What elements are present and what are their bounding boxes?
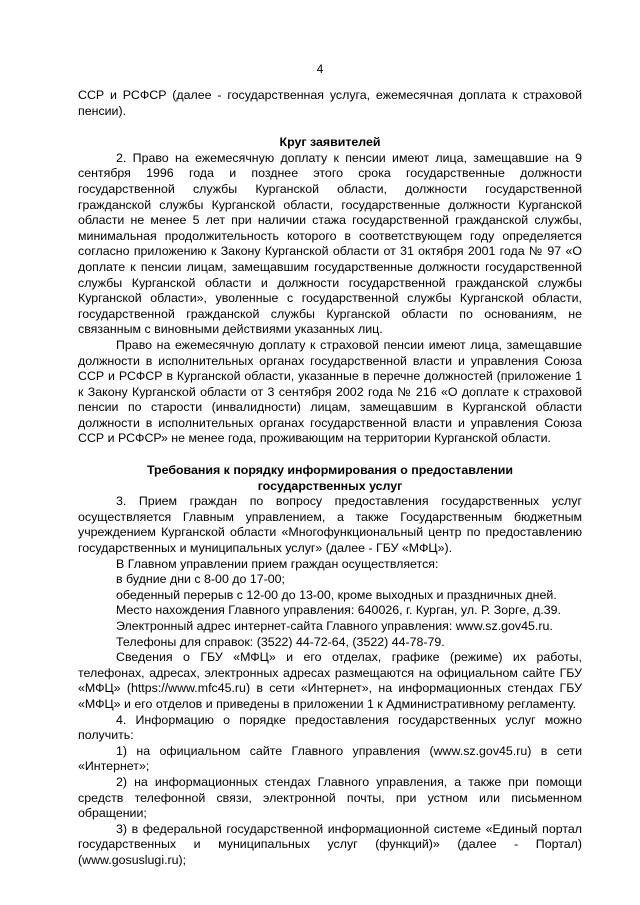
paragraph-phones: Телефоны для справок: (3522) 44-72-64, (3522) 44-78-79. bbox=[116, 634, 445, 649]
section-title-line-2: государственных услуг bbox=[257, 478, 403, 493]
list-item-2: 2) на информационных стендах Главного управления, а также при помощи средств телефонной связи, электронной почты, при устном или письменном обращении; bbox=[78, 774, 582, 821]
section-title-line-1: Требования к порядку информирования о предоставлении bbox=[146, 463, 514, 478]
paragraph-reception: В Главном управлении прием граждан осуществляется: bbox=[116, 556, 439, 571]
section-title-informing bbox=[78, 463, 582, 494]
list-item-3: 3) в федеральной государственной информационной системе «Единый портал государственных и муниципальных услуг (функций)» (далее - Портал) (www.gosuslugi.ru); bbox=[78, 821, 582, 867]
intro-paragraph: ССР и РСФСР (далее - государственная услуга, ежемесячная доплата к страховой пенсии). bbox=[78, 88, 582, 118]
paragraph-weekdays: в будние дни с 8-00 до 17-00; bbox=[116, 572, 285, 587]
list-item-1: 1) на официальном сайте Главного управления (www.sz.gov45.ru) в сети «Интернет»; bbox=[78, 743, 582, 774]
paragraph-4: 4. Информацию о порядке предоставления государственных услуг можно получить: bbox=[78, 712, 582, 743]
page-number: 4 bbox=[316, 62, 324, 76]
paragraph-mfc-info: Сведения о ГБУ «МФЦ» и его отделах, графике (режиме) их работы, телефонах, адресах, электронных адресах размещаются на официальном сайте ГБУ «МФЦ» (https://www.mfc45.ru) в сети «Интернет», на информационных стендах ГБУ «МФЦ» и его отделов и приведены в приложении 1 к Административному регламенту. bbox=[78, 650, 582, 711]
paragraph-website: Электронный адрес интернет-сайта Главного управления: www.sz.gov45.ru. bbox=[116, 619, 553, 633]
paragraph-3: 3. Прием граждан по вопросу предоставления государственных услуг осуществляется Главным управлением, а также Государственным бюджетным учреждением Курганской области «Многофункциональный центр по предоставлению государственных и муниципальных услуг» (далее - ГБУ «МФЦ»). bbox=[78, 494, 582, 556]
paragraph-2-continued: Право на ежемесячную доплату к страховой пенсии имеют лица, замещавшие должности в исполнительных органах государственной власти и управления Союза ССР и РСФСР в Курганской области, указанные в перечне должностей (приложение 1 к Закону Курганской области от 3 сентября 2002 года № 216 «О доплате к страховой пенсии по старости (инвалидности) лицам, замещавшим в Курганской области должности в исполнительных органах государственной власти и управления Союза ССР и РСФСР» не менее года, проживающим на территории Курганской области. bbox=[78, 337, 582, 446]
paragraph-location: Место нахождения Главного управления: 640026, г. Курган, ул. Р. Зорге, д.39. bbox=[116, 603, 561, 618]
paragraph-2: 2. Право на ежемесячную доплату к пенсии имеют лица, замещавшие на 9 сентября 1996 года и позднее этого срока государственные должности государственной службы Курганской области, должности государственной гражданской службы Курганской области, государственные должности Курганской области не менее 5 лет при наличии стажа государственной гражданской службы, минимальная продолжительность которого в соответствующем году определяется согласно приложению к Закону Курганской области от 31 октября 2001 года № 97 «О доплате к пенсии лицам, замещавшим государственные должности государственной службы Курганской области и должности государственной гражданской службы Курганской области», уволенные с государственной службы Курганской области, государственной гражданской службы Курганской области по основаниям, не связанным с виновными действиями указанных лиц. bbox=[78, 150, 582, 337]
document-body bbox=[78, 88, 582, 869]
paragraph-lunch: обеденный перерыв с 12-00 до 13-00, кроме выходных и праздничных дней. bbox=[116, 587, 557, 602]
section-title-applicants: Круг заявителей bbox=[279, 135, 381, 150]
